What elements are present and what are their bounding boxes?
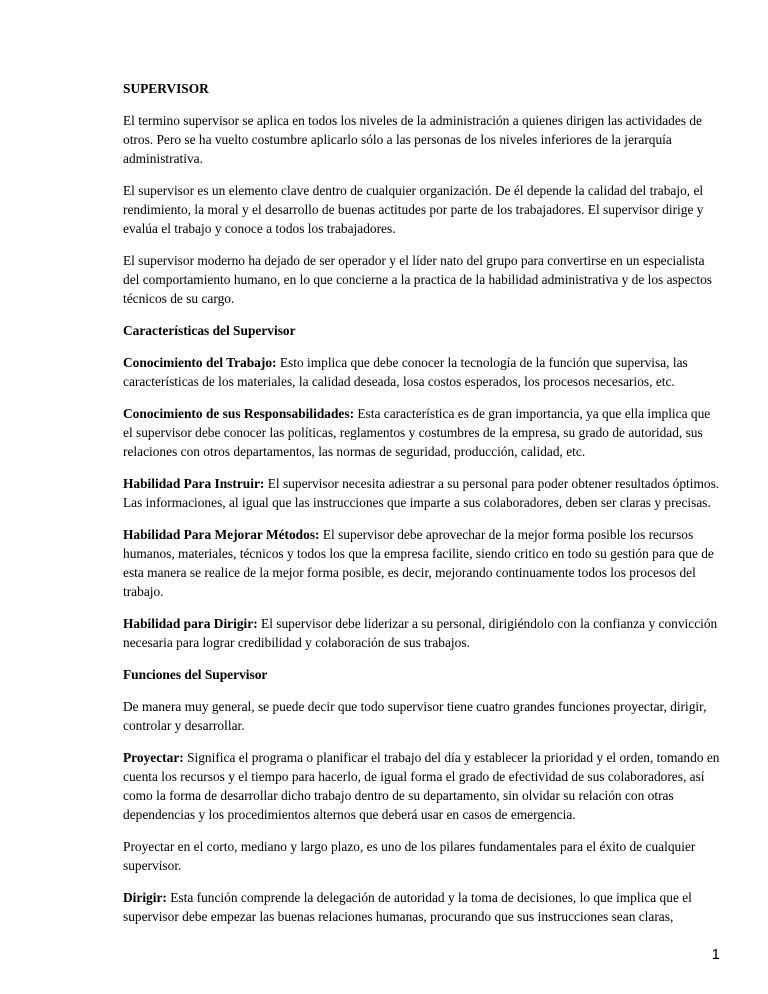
characteristic-text: El supervisor debe liderizar a su personal, dirigiéndolo con la confianza y convicción necesaria para lograr credibilidad y colaboración de sus trabajos. bbox=[123, 616, 718, 650]
function-term: Proyectar: bbox=[123, 750, 184, 765]
document-body bbox=[123, 79, 723, 939]
characteristic-paragraph bbox=[123, 353, 723, 391]
function-term: Dirigir: bbox=[123, 890, 167, 905]
characteristic-text: El supervisor debe aprovechar de la mejor forma posible los recursos humanos, materiales, técnicos y todos los que la empresa facilite, siendo critico en todo su gestión para que de esta manera se realice de la mejor forma posible, es decir, mejorando continuamente todos los procesos del trabajo. bbox=[123, 527, 714, 599]
characteristic-text: Esta característica es de gran importancia, ya que ella implica que el supervisor debe conocer las políticas, reglamentos y costumbres de la empresa, su grado de autoridad, sus relaciones con otros departamentos, las normas de seguridad, producción, calidad, etc. bbox=[123, 406, 711, 459]
characteristic-paragraph bbox=[123, 474, 723, 512]
characteristic-paragraph bbox=[123, 614, 723, 652]
characteristic-paragraph bbox=[123, 525, 723, 601]
page-number: 1 bbox=[711, 946, 720, 963]
characteristic-term: Conocimiento de sus Responsabilidades: bbox=[123, 406, 355, 421]
characteristic-term: Habilidad para Dirigir: bbox=[123, 616, 258, 631]
project-note: Proyectar en el corto, mediano y largo plazo, es uno de los pilares fundamentales para el éxito de cualquier supervisor. bbox=[123, 839, 696, 873]
function-text: Significa el programa o planificar el trabajo del día y establecer la prioridad y el orden, tomando en cuenta los recursos y el tiempo para hacerlo, de igual forma el grado de efectividad de sus colaboradores, así como la forma de desarrollar dicho trabajo dentro de su departamento, sin olvidar su relación con otras dependencias y los procedimientos alternos que deberá usar en casos de emergencia. bbox=[123, 750, 720, 822]
intro-paragraph-3: El supervisor moderno ha dejado de ser operador y el líder nato del grupo para convertirse en un especialista del comportamiento humano, en lo que concierne a la practica de la habilidad administrativa y de los aspectos técnicos de su cargo. bbox=[123, 253, 712, 306]
function-text: Esta función comprende la delegación de autoridad y la toma de decisiones, lo que implica que el supervisor debe empezar las buenas relaciones humanas, procurando que sus instrucciones sean claras, bbox=[123, 890, 692, 924]
characteristics-heading: Características del Supervisor bbox=[123, 323, 296, 338]
intro-paragraph-1: El termino supervisor se aplica en todos los niveles de la administración a quienes dirigen las actividades de otros. Pero se ha vuelto costumbre aplicarlo sólo a las personas de los niveles inferiores de la jerarquía administrativa. bbox=[123, 113, 702, 166]
document-title: SUPERVISOR bbox=[123, 81, 209, 96]
characteristic-text: Esto implica que debe conocer la tecnología de la función que supervisa, las características de los materiales, la calidad deseada, losa costos esperados, los procesos necesarios, etc. bbox=[123, 355, 688, 389]
function-paragraph bbox=[123, 748, 723, 824]
intro-paragraph-2: El supervisor es un elemento clave dentro de cualquier organización. De él depende la calidad del trabajo, el rendimiento, la moral y el desarrollo de buenas actitudes por parte de los trabajadores. El supervisor dirige y evalúa el trabajo y conoce a todos los trabajadores. bbox=[123, 183, 704, 236]
functions-heading: Funciones del Supervisor bbox=[123, 667, 268, 682]
characteristic-text: El supervisor necesita adiestrar a su personal para poder obtener resultados óptimos. Las informaciones, al igual que las instrucciones que imparte a sus colaboradores, deben ser claras y precisas. bbox=[123, 476, 720, 510]
functions-intro: De manera muy general, se puede decir que todo supervisor tiene cuatro grandes funciones proyectar, dirigir, controlar y desarrollar. bbox=[123, 699, 707, 733]
characteristic-paragraph bbox=[123, 404, 723, 461]
function-paragraph bbox=[123, 888, 723, 926]
characteristic-term: Conocimiento del Trabajo: bbox=[123, 355, 277, 370]
characteristic-term: Habilidad Para Instruir: bbox=[123, 476, 265, 491]
characteristic-term: Habilidad Para Mejorar Métodos: bbox=[123, 527, 320, 542]
